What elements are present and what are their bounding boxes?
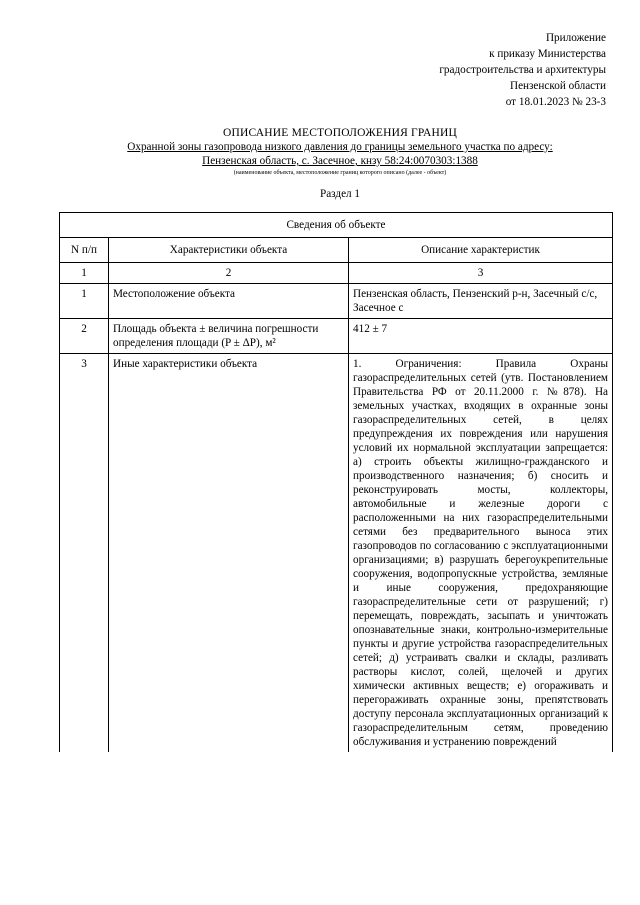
approval-line: Приложение (545, 32, 606, 44)
row-characteristic: Площадь объекта ± величина погрешности определения площади (P ± ΔP), м² (109, 319, 349, 354)
row-description: 412 ± 7 (349, 319, 613, 354)
row-number: 1 (60, 284, 109, 319)
column-number: 3 (349, 263, 613, 284)
approval-block (346, 30, 606, 110)
table-row (60, 284, 613, 319)
object-name-caption: (наименование объекта, местоположение границ которого описано (далее - объект) (233, 170, 447, 176)
column-header-characteristic: Характеристики объекта (109, 238, 349, 263)
object-info-table (59, 212, 613, 752)
approval-line: градостроительства и архитектуры (439, 64, 606, 76)
approval-line: к приказу Министерства (489, 48, 606, 60)
row-description: 1. Ограничения: Правила Охраны газораспределительных сетей (утв. Постановлением Правительства РФ от 20.11.2000 г. №878). На земельных участках, входящих в охранные зоны газораспределительных сетей, в целях предупреждения их повреждения или нарушения условий их нормальной эксплуатации запрещается: а) строить объекты жилищно-гражданского и производственного назначения; б) сносить и реконструировать мосты, коллекторы, автомобильные и железные дороги с расположенными на них газораспределительными сетями без предварительного выноса этих газопроводов по согласованию с эксплуатационными организациями; в) разрушать берегоукрепительные сооружения, водопропускные устройства, земляные и иные сооружения, предохраняющие газораспределительные сети от разрушений; г) перемещать, повреждать, засыпать и уничтожать опознавательные знаки, контрольно-измерительные пункты и другие устройства газораспределительных сетей; д) устраивать свалки и склады, разливать растворы кислот, солей, щелочей и других химически активных веществ; е) огораживать и перегораживать охранные зоны, препятствовать доступу персонала эксплуатационных организаций к газораспределительным сетям, проведению обслуживания и устранению повреждений (349, 354, 613, 753)
row-number: 3 (60, 354, 109, 753)
table-caption: Сведения об объекте (60, 213, 613, 238)
approval-line: Пензенской области (509, 80, 606, 92)
column-header-num: N п/п (60, 238, 109, 263)
section-title: Раздел 1 (319, 188, 361, 200)
table-row (60, 354, 613, 753)
column-header-description: Описание характеристик (349, 238, 613, 263)
column-number: 1 (60, 263, 109, 284)
row-characteristic: Местоположение объекта (109, 284, 349, 319)
table-row (60, 319, 613, 354)
column-number: 2 (109, 263, 349, 284)
approval-line: от 18.01.2023 № 23-3 (505, 96, 606, 108)
document-title: ОПИСАНИЕ МЕСТОПОЛОЖЕНИЯ ГРАНИЦ (222, 127, 458, 139)
row-number: 2 (60, 319, 109, 354)
object-name-line1: Охранной зоны газопровода низкого давления до границы земельного участка по адресу: (127, 141, 553, 153)
title-block (40, 126, 640, 201)
row-characteristic: Иные характеристики объекта (109, 354, 349, 753)
row-description: Пензенская область, Пензенский р-н, Засечный с/с, Засечное с (349, 284, 613, 319)
object-name-line2: Пензенская область, с. Засечное, кнзу 58:24:0070303:1388 (202, 155, 478, 167)
